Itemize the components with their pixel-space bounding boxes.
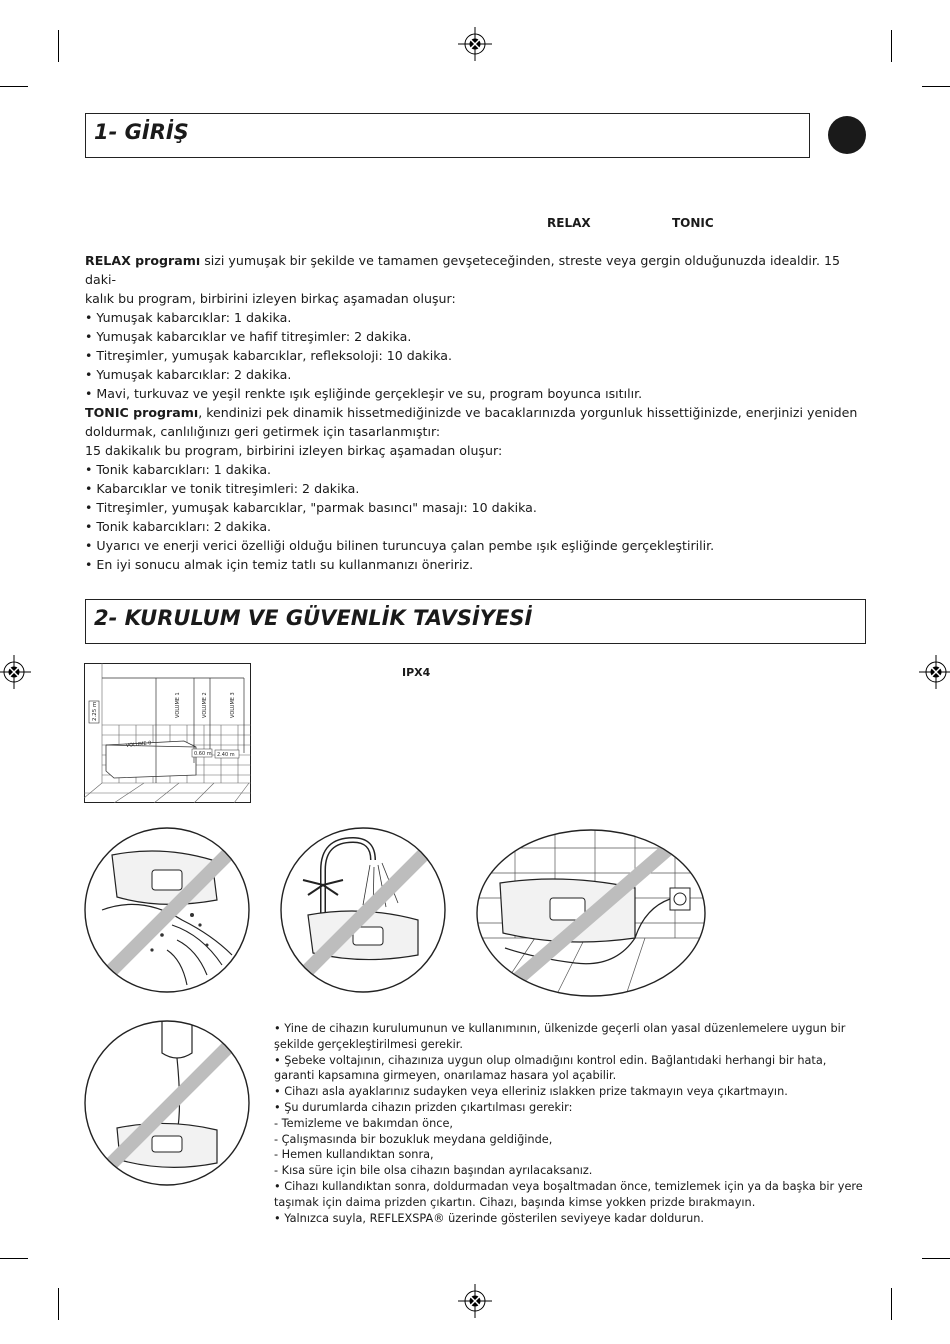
warning-cord-pull-illustration <box>82 1018 252 1188</box>
safety-line: • Yine de cihazın kurulumunun ve kullanımının, ülkenizde geçerli olan yasal düzenlemelere uygun bir <box>274 1022 846 1035</box>
crop-mark <box>922 86 950 87</box>
list-item: • Yumuşak kabarcıklar ve hafif titreşimler: 2 dakika. <box>85 329 412 344</box>
tonic-intro-2: doldurmak, canlılığınızı geri getirmek için tasarlanmıştır: <box>85 424 441 439</box>
relax-description <box>85 251 865 403</box>
tonic-intro-3: 15 dakikalık bu program, birbirini izleyen birkaç aşamadan oluşur: <box>85 443 503 458</box>
relax-lead: RELAX programı <box>85 253 201 268</box>
bathroom-volume-diagram <box>84 663 251 803</box>
safety-instructions <box>274 1021 874 1226</box>
relax-intro-2: kalık bu program, birbirini izleyen birkaç aşamadan oluşur: <box>85 291 456 306</box>
section-2-title: 2- KURULUM VE GÜVENLİK TAVSİYESİ <box>94 606 533 630</box>
list-item: • Kabarcıklar ve tonik titreşimleri: 2 dakika. <box>85 481 360 496</box>
tonic-lead: TONIC programı <box>85 405 199 420</box>
list-item: • Yumuşak kabarcıklar: 1 dakika. <box>85 310 292 325</box>
safety-line: - Temizleme ve bakımdan önce, <box>274 1116 453 1130</box>
safety-line: garanti kapsamına girmeyen, onarılamaz hasara yol açabilir. <box>274 1069 617 1083</box>
list-item: • Titreşimler, yumuşak kabarcıklar, refleksoloji: 10 dakika. <box>85 348 453 363</box>
registration-mark-icon <box>458 1284 492 1318</box>
registration-mark-icon <box>0 655 31 689</box>
list-item: • Titreşimler, yumuşak kabarcıklar, "parmak basıncı" masajı: 10 dakika. <box>85 500 537 515</box>
safety-line: şekilde gerçekleştirilmesi gerekir. <box>274 1037 463 1051</box>
diagram-volume-3-label: VOLUME 3 <box>230 692 236 718</box>
tonic-intro: , kendinizi pek dinamik hissetmediğinizde ve bacaklarınızda yorgunluk hissettiğinizde, enerjinizi yeniden <box>198 405 858 420</box>
warning-socket-illustration <box>475 828 707 998</box>
safety-line: taşımak için daima prizden çıkartın. Cihazı, başında kimse yokken prizde bırakmayın. <box>274 1195 756 1209</box>
safety-line: • Cihazı kullandıktan sonra, doldurmadan veya boşaltmadan önce, temizlemek için ya da başka bir yere <box>274 1179 863 1193</box>
diagram-volume-2-label: VOLUME 2 <box>202 692 208 718</box>
program-label-tonic: TONIC <box>672 216 714 230</box>
section-1-header <box>85 113 810 158</box>
list-item: • Mavi, turkuvaz ve yeşil renkte ışık eşliğinde gerçekleşir ve su, program boyunca ısıtılır. <box>85 386 643 401</box>
safety-line: • Yalnızca suyla, REFLEXSPA® üzerinde gösterilen seviyeye kadar doldurun. <box>274 1211 705 1225</box>
section-2-header <box>85 599 866 644</box>
ipx-label: IPX4 <box>402 666 431 679</box>
crop-mark <box>922 1258 950 1259</box>
diagram-height-label: 2.25 m <box>92 701 98 721</box>
list-item: • Tonik kabarcıkları: 1 dakika. <box>85 462 272 477</box>
crop-mark <box>891 30 892 62</box>
list-item: • Tonik kabarcıkları: 2 dakika. <box>85 519 272 534</box>
crop-mark <box>891 1288 892 1320</box>
list-item: • En iyi sonucu almak için temiz tatlı su kullanmanızı öneririz. <box>85 557 474 572</box>
warning-wet-hands-illustration <box>82 825 252 995</box>
list-item: • Uyarıcı ve enerji verici özelliği olduğu bilinen turuncuya çalan pembe ışık eşliğinde gerçekleştirilir. <box>85 538 715 553</box>
diagram-volume-0-label: VOLUME 0 <box>125 740 152 749</box>
list-item: • Yumuşak kabarcıklar: 2 dakika. <box>85 367 292 382</box>
crop-mark <box>0 86 28 87</box>
section-1-title: 1- GİRİŞ <box>94 120 189 144</box>
diagram-distance-1-label: 0.60 m <box>194 751 212 757</box>
safety-line: • Cihazı asla ayaklarınız sudayken veya elleriniz ıslakken prize takmayın veya çıkartmayın. <box>274 1085 788 1099</box>
page-marker-dot <box>828 116 866 154</box>
warning-water-tap-illustration <box>278 825 448 995</box>
program-label-relax: RELAX <box>547 216 591 230</box>
safety-line: • Şebeke voltajının, cihazınıza uygun olup olmadığını kontrol edin. Bağlantıdaki herhangi bir hata, <box>274 1053 827 1067</box>
safety-line: • Şu durumlarda cihazın prizden çıkartılması gerekir: <box>274 1100 573 1114</box>
safety-line: - Çalışmasında bir bozukluk meydana geldiğinde, <box>274 1132 553 1146</box>
diagram-distance-2-label: 2.40 m <box>217 752 235 758</box>
crop-mark <box>58 30 59 62</box>
safety-line: - Kısa süre için bile olsa cihazın başından ayrılacaksanız. <box>274 1164 593 1178</box>
registration-mark-icon <box>458 27 492 61</box>
relax-intro: sizi yumuşak bir şekilde ve tamamen gevşeteceğinden, streste veya gergin olduğunuzda idealdir. 15 daki- <box>85 253 840 287</box>
crop-mark <box>0 1258 28 1259</box>
tonic-description <box>85 403 865 574</box>
diagram-volume-1-label: VOLUME 1 <box>175 692 181 718</box>
registration-mark-icon <box>919 655 950 689</box>
crop-mark <box>58 1288 59 1320</box>
safety-line: - Hemen kullandıktan sonra, <box>274 1148 434 1162</box>
